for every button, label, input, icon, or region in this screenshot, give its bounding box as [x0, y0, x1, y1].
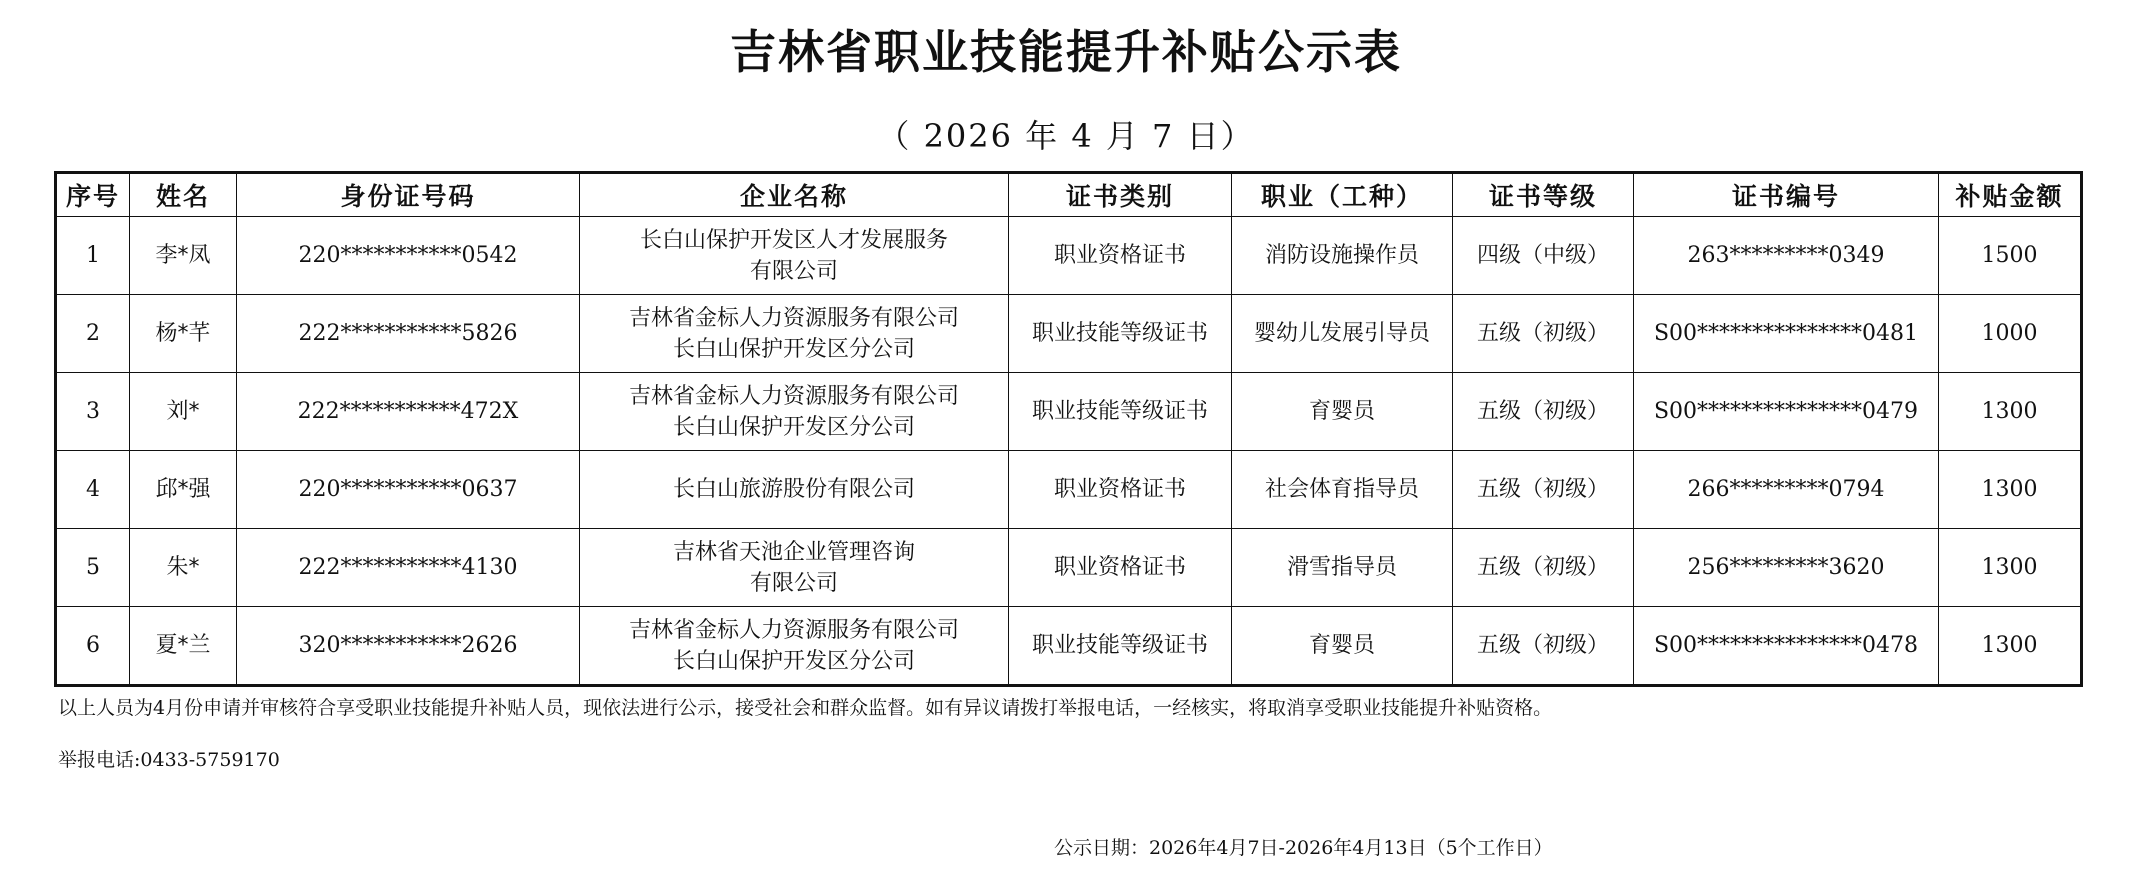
cell-company — [580, 373, 1009, 451]
cell-id-number: 222***********4130 — [237, 529, 580, 607]
cell-name: 邱*强 — [130, 451, 237, 529]
cell-occupation: 消防设施操作员 — [1232, 217, 1453, 295]
cell-amount: 1300 — [1939, 373, 2082, 451]
cell-seq: 6 — [56, 607, 130, 686]
company-line-1: 吉林省金标人力资源服务有限公司 — [628, 305, 959, 331]
cell-cert-number: S00***************0479 — [1634, 373, 1939, 451]
cell-cert-type: 职业资格证书 — [1009, 529, 1232, 607]
cell-cert-level: 五级（初级） — [1453, 529, 1634, 607]
table-row — [56, 451, 2082, 529]
cell-cert-type: 职业技能等级证书 — [1009, 607, 1232, 686]
cell-company — [580, 217, 1009, 295]
cell-name: 朱* — [130, 529, 237, 607]
cell-cert-number: 263*********0349 — [1634, 217, 1939, 295]
company-line-1: 长白山旅游股份有限公司 — [672, 477, 915, 502]
company-line-1: 吉林省金标人力资源服务有限公司 — [628, 383, 959, 409]
header-company: 企业名称 — [580, 173, 1009, 217]
cell-id-number: 220***********0542 — [237, 217, 580, 295]
table-row — [56, 217, 2082, 295]
cell-cert-level: 五级（初级） — [1453, 373, 1634, 451]
company-line-2: 有限公司 — [749, 570, 838, 596]
cell-name: 杨*芊 — [130, 295, 237, 373]
company-line-1: 吉林省金标人力资源服务有限公司 — [628, 617, 959, 643]
cell-cert-level: 四级（中级） — [1453, 217, 1634, 295]
cell-cert-type: 职业资格证书 — [1009, 451, 1232, 529]
document-date: （ 2026 年 4 月 7 日） — [877, 117, 1255, 155]
cell-amount: 1000 — [1939, 295, 2082, 373]
header-cert-type: 证书类别 — [1009, 173, 1232, 217]
cell-cert-level: 五级（初级） — [1453, 451, 1634, 529]
cell-cert-level: 五级（初级） — [1453, 295, 1634, 373]
cell-occupation: 滑雪指导员 — [1232, 529, 1453, 607]
table-header-row — [56, 173, 2082, 217]
header-amount: 补贴金额 — [1939, 173, 2082, 217]
cell-name: 刘* — [130, 373, 237, 451]
header-occupation: 职业（工种） — [1232, 173, 1453, 217]
cell-occupation: 育婴员 — [1232, 607, 1453, 686]
company-line-2: 长白山保护开发区分公司 — [672, 336, 915, 362]
header-seq: 序号 — [56, 173, 130, 217]
table-row — [56, 529, 2082, 607]
document-title: 吉林省职业技能提升补贴公示表 — [730, 25, 1402, 79]
cell-cert-type: 职业技能等级证书 — [1009, 373, 1232, 451]
header-id-number: 身份证号码 — [237, 173, 580, 217]
cell-cert-number: 266*********0794 — [1634, 451, 1939, 529]
cell-cert-type: 职业资格证书 — [1009, 217, 1232, 295]
cell-occupation: 社会体育指导员 — [1232, 451, 1453, 529]
table-row — [56, 295, 2082, 373]
cell-seq: 5 — [56, 529, 130, 607]
company-line-2: 长白山保护开发区分公司 — [672, 648, 915, 674]
cell-seq: 3 — [56, 373, 130, 451]
cell-seq: 1 — [56, 217, 130, 295]
cell-id-number: 320***********2626 — [237, 607, 580, 686]
cell-amount: 1300 — [1939, 607, 2082, 686]
cell-name: 李*凤 — [130, 217, 237, 295]
company-line-1: 长白山保护开发区人才发展服务 — [639, 227, 948, 253]
cell-company — [580, 529, 1009, 607]
cell-cert-level: 五级（初级） — [1453, 607, 1634, 686]
cell-id-number: 220***********0637 — [237, 451, 580, 529]
company-line-1: 吉林省天池企业管理咨询 — [672, 539, 915, 565]
cell-amount: 1300 — [1939, 529, 2082, 607]
cell-company — [580, 607, 1009, 686]
cell-id-number: 222***********472X — [237, 373, 580, 451]
table-row — [56, 373, 2082, 451]
header-cert-number: 证书编号 — [1634, 173, 1939, 217]
company-line-2: 长白山保护开发区分公司 — [672, 414, 915, 440]
cell-occupation: 婴幼儿发展引导员 — [1232, 295, 1453, 373]
cell-cert-number: 256*********3620 — [1634, 529, 1939, 607]
header-name: 姓名 — [130, 173, 237, 217]
cell-occupation: 育婴员 — [1232, 373, 1453, 451]
publicity-period: 公示日期：2026年4月7日-2026年4月13日（5个工作日） — [1054, 837, 1553, 859]
cell-amount: 1500 — [1939, 217, 2082, 295]
cell-cert-number: S00***************0481 — [1634, 295, 1939, 373]
cell-company — [580, 451, 1009, 529]
cell-name: 夏*兰 — [130, 607, 237, 686]
cell-cert-number: S00***************0478 — [1634, 607, 1939, 686]
notice-text: 以上人员为4月份申请并审核符合享受职业技能提升补贴人员，现依法进行公示，接受社会和群众监督。如有异议请拨打举报电话，一经核实，将取消享受职业技能提升补贴资格。 — [58, 697, 1553, 719]
cell-cert-type: 职业技能等级证书 — [1009, 295, 1232, 373]
subsidy-table — [54, 171, 2083, 687]
cell-company — [580, 295, 1009, 373]
cell-seq: 2 — [56, 295, 130, 373]
report-hotline: 举报电话:0433-5759170 — [58, 749, 280, 771]
table-row — [56, 607, 2082, 686]
cell-id-number: 222***********5826 — [237, 295, 580, 373]
cell-amount: 1300 — [1939, 451, 2082, 529]
cell-seq: 4 — [56, 451, 130, 529]
company-line-2: 有限公司 — [749, 258, 838, 284]
header-cert-level: 证书等级 — [1453, 173, 1634, 217]
